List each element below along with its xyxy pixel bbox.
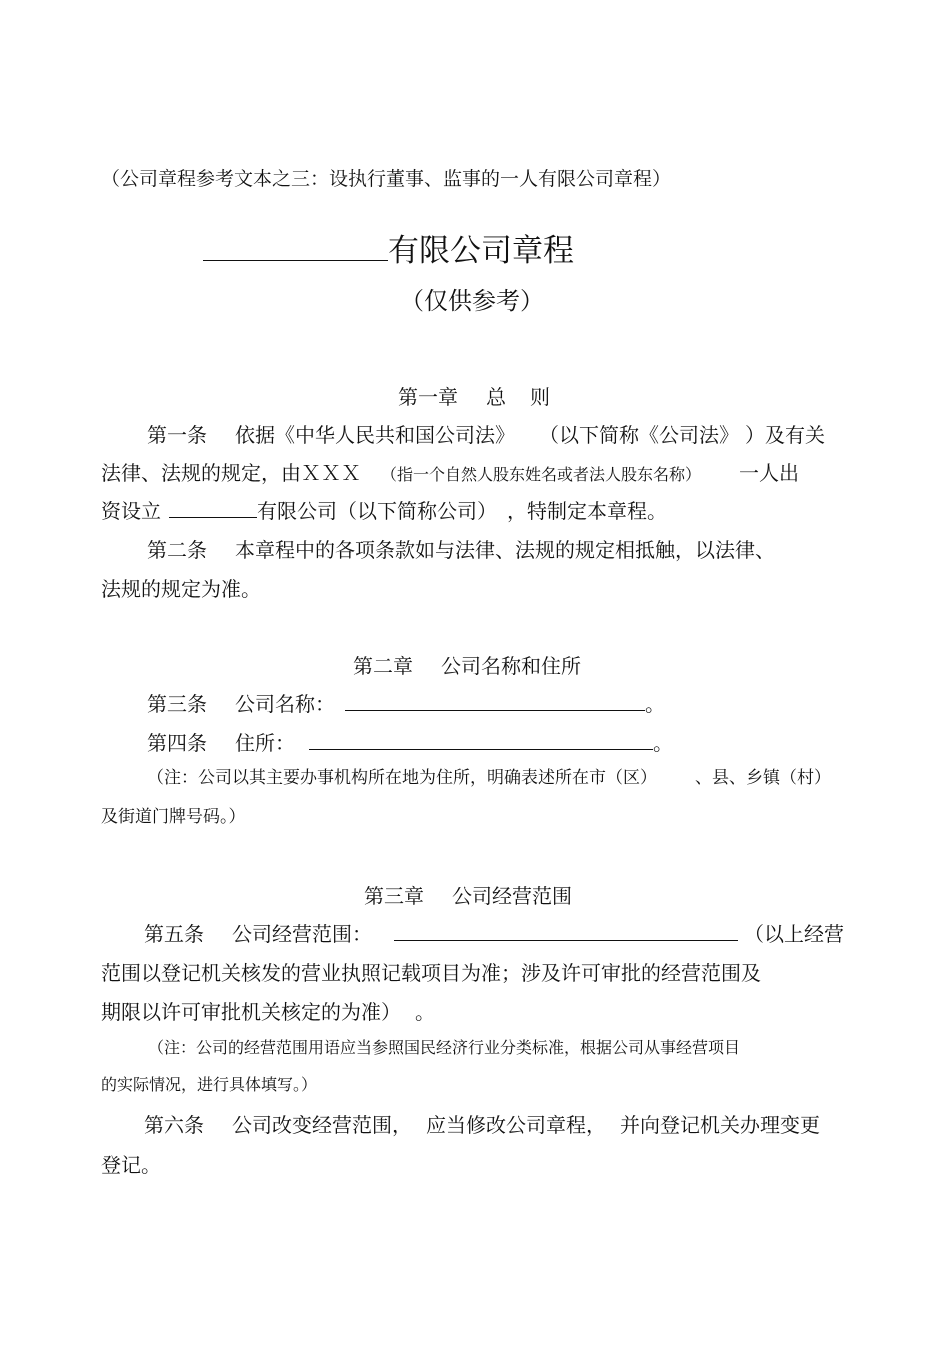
article-4-text: 住所： bbox=[235, 731, 295, 755]
article-5-text-d: 。 bbox=[415, 1000, 435, 1024]
article-6-line-2: 登记。 bbox=[101, 1153, 161, 1177]
article-1-text-e: 一人出 bbox=[739, 461, 800, 485]
chapter-2-heading bbox=[353, 656, 581, 676]
article-5-text-c: 期限以许可审批机关核定的为准） bbox=[101, 1000, 401, 1024]
article-1-text-d: 法律、法规的规定，由ＸＸＸ bbox=[101, 461, 361, 485]
subtitle-note: （公司章程参考文本之三：设执行董事、监事的一人有限公司章程） bbox=[101, 168, 672, 190]
article-1-text-h: ，特制定本章程。 bbox=[507, 499, 667, 523]
article-5-line-1 bbox=[144, 924, 844, 944]
chapter-1-number: 第一章 bbox=[398, 385, 458, 409]
article-3-end: 。 bbox=[645, 692, 665, 716]
article-1-text-f: 资设立 bbox=[101, 499, 161, 523]
page-title bbox=[203, 233, 574, 269]
article-3-label: 第三条 bbox=[147, 692, 207, 716]
article-6-line-1 bbox=[144, 1115, 820, 1135]
article-3-text: 公司名称： bbox=[235, 692, 335, 716]
article-1-label: 第一条 bbox=[147, 423, 207, 447]
business-scope-field bbox=[394, 939, 738, 941]
article-1-line-1 bbox=[147, 425, 825, 445]
chapter-3-title: 公司经营范围 bbox=[452, 884, 572, 908]
article-5-tail: （以上经营 bbox=[744, 922, 844, 946]
chapter-2-title: 公司名称和住所 bbox=[441, 654, 581, 678]
article-1-text-a: 依据《中华人民共和国公司法》 bbox=[235, 423, 515, 447]
article-5-line-2: 范围以登记机关核发的营业执照记载项目为准；涉及许可审批的经营范围及 bbox=[101, 961, 761, 985]
article-4-end: 。 bbox=[653, 731, 673, 755]
article-6-label: 第六条 bbox=[144, 1113, 204, 1137]
page-subtitle: （仅供参考） bbox=[400, 287, 544, 315]
chapter-3-note-line-1: （注：公司的经营范围用语应当参照国民经济行业分类标准，根据公司从事经营项目 bbox=[148, 1038, 741, 1057]
chapter-2-note-line-1 bbox=[147, 770, 831, 787]
article-2-label: 第二条 bbox=[147, 538, 207, 562]
article-4 bbox=[147, 733, 673, 753]
article-5-label: 第五条 bbox=[144, 922, 204, 946]
article-2-text: 本章程中的各项条款如与法律、法规的规定相抵触，以法律、 bbox=[235, 538, 775, 562]
article-1-line-2 bbox=[101, 463, 799, 483]
article-5-line-3 bbox=[101, 1002, 435, 1022]
article-5-text: 公司经营范围： bbox=[232, 922, 372, 946]
chapter-1-title-a: 总 bbox=[486, 385, 506, 409]
company-name-blank-2 bbox=[169, 516, 257, 518]
article-3 bbox=[147, 694, 665, 714]
article-6-text-b: 应当修改公司章程， bbox=[426, 1113, 606, 1137]
article-1-line-3 bbox=[101, 501, 667, 521]
chapter-2-note-a: （注：公司以其主要办事机构所在地为住所，明确表述所在市（区） bbox=[147, 768, 657, 788]
article-6-text-a: 公司改变经营范围， bbox=[232, 1113, 412, 1137]
article-2-line-1 bbox=[147, 540, 775, 560]
title-text: 有限公司章程 bbox=[388, 233, 574, 269]
company-name-field bbox=[345, 709, 645, 711]
article-1-text-g: 有限公司（以下简称公司） bbox=[257, 499, 497, 523]
chapter-1-title-b: 则 bbox=[530, 385, 550, 409]
chapter-2-number: 第二章 bbox=[353, 654, 413, 678]
chapter-2-note-line-2: 及街道门牌号码。） bbox=[101, 807, 246, 827]
article-2-line-2: 法规的规定为准。 bbox=[101, 577, 261, 601]
address-field bbox=[309, 748, 653, 750]
chapter-2-note-b: 、县、乡镇（村） bbox=[695, 768, 831, 788]
article-6-text-c: 并向登记机关办理变更 bbox=[620, 1113, 820, 1137]
chapter-3-number: 第三章 bbox=[364, 884, 424, 908]
chapter-1-heading bbox=[398, 387, 550, 407]
article-1-text-b: （以下简称《公司法》 bbox=[539, 423, 739, 447]
article-1-inline-note: （指一个自然人股东姓名或者法人股东名称） bbox=[381, 465, 702, 484]
chapter-3-note-line-2: 的实际情况，进行具体填写。） bbox=[101, 1075, 318, 1094]
article-4-label: 第四条 bbox=[147, 731, 207, 755]
chapter-3-heading bbox=[364, 886, 572, 906]
article-1-text-c: ）及有关 bbox=[745, 423, 825, 447]
company-name-blank bbox=[203, 259, 388, 261]
